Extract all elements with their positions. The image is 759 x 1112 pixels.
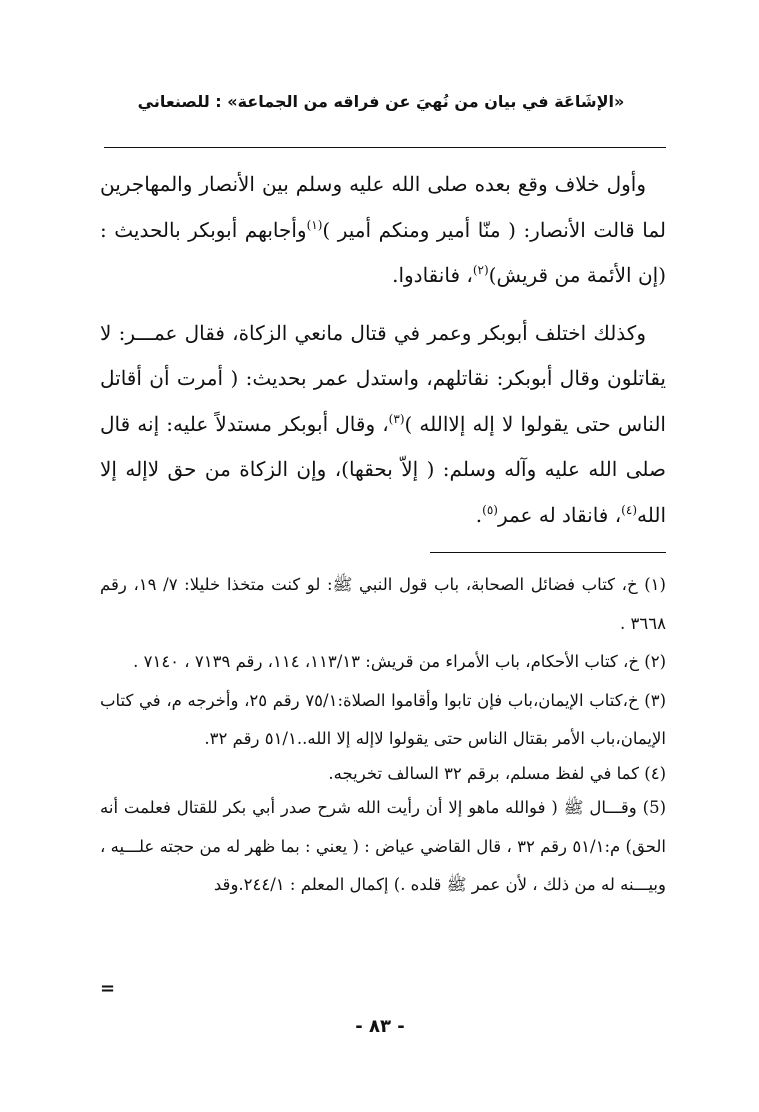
- running-header: «الإشَاعَة في بيان من نُهيَ عن فراقه من الجماعة» : للصنعاني: [137, 92, 625, 111]
- footnotes: [100, 566, 666, 905]
- header-rule: [104, 147, 666, 148]
- footnote-5: (5) وقـــال ﷺ ( فوالله ماهو إلا أن رأيت الله شرح صدر أبي بكر للقتال فعلمت أنه الحق) م:٥١/١ رقم ٣٢ ، قال القاضي عياض : ( يعني : بما ظهر له من حجته علـــيه ، وبيـــنه له من ذلك ، لأن عمر ﷺ قلده .) إكمال المعلم : ٢٤٤/١.وقد: [100, 798, 667, 894]
- footnote-ref-3[interactable]: (٣): [388, 411, 405, 426]
- paragraph-1-part-b: وأجابهم أبوبكر بالحديث : (إن الأئمة من قريش): [100, 217, 666, 287]
- footnote-ref-4[interactable]: (٤): [621, 502, 637, 517]
- paragraph-1-part-a: وأول خلاف وقع بعده صلى الله عليه وسلم بين الأنصار والمهاجرين لما قالت الأنصار: ( منّا أمير ومنكم أمير ): [100, 172, 667, 242]
- main-text: [100, 162, 666, 538]
- paragraph-1: [100, 162, 666, 299]
- paragraph-2: [100, 311, 666, 539]
- footnote-ref-5[interactable]: (٥): [482, 502, 498, 517]
- paragraph-1-part-c: ، فانقادوا.: [392, 263, 473, 287]
- continuation-mark: =: [100, 978, 116, 999]
- paragraph-2-part-a: وكذلك اختلف أبوبكر وعمر في قتال مانعي الزكاة، فقال عمـــر: لا يقاتلون وقال أبوبكر: نقاتلهم، واستدل عمر بحديث: ( أمرت أن أقاتل الناس حتى يقولوا لا إله إلاالله ): [100, 320, 666, 436]
- footnote-4: (٤) كما في لفظ مسلم، برقم ٣٢ السالف تخريجه.: [328, 763, 666, 783]
- footnote-ref-2[interactable]: (٢): [472, 263, 489, 277]
- footnote-1: (١) خ، كتاب فضائل الصحابة، باب قول النبي ﷺ: لو كنت متخذا خليلا: ٧/ ١٩، رقم ٣٦٦٨ .: [100, 575, 666, 633]
- page-number: - ٨٣ -: [355, 1016, 405, 1037]
- footnote-separator: [430, 552, 666, 553]
- footnote-3: (٣) خ،كتاب الإيمان،باب فإن تابوا وأقاموا الصلاة:٧٥/١ رقم ٢٥، وأخرجه م، في كتاب الإيمان،باب الأمر بقتال الناس حتى يقولوا لاإله إلا الله..٥١/١ رقم ٣٢.: [100, 690, 666, 748]
- paragraph-2-part-c: ، فانقاد له عمر: [497, 502, 622, 527]
- footnote-ref-1[interactable]: (١): [306, 217, 323, 232]
- footnote-2: (٢) خ، كتاب الأحكام، باب الأمراء من قريش: ١١٣/١٣، ١١٤، رقم ٧١٣٩ ، ٧١٤٠ .: [133, 652, 666, 671]
- paragraph-2-part-b: ، وقال أبوبكر مستدلاً عليه: إنه قال صلى الله عليه وآله وسلم: ( إلاّ بحقها)، وإن الزكاة من حق لاإله إلا الله: [100, 411, 666, 527]
- paragraph-2-part-d: .: [475, 502, 483, 527]
